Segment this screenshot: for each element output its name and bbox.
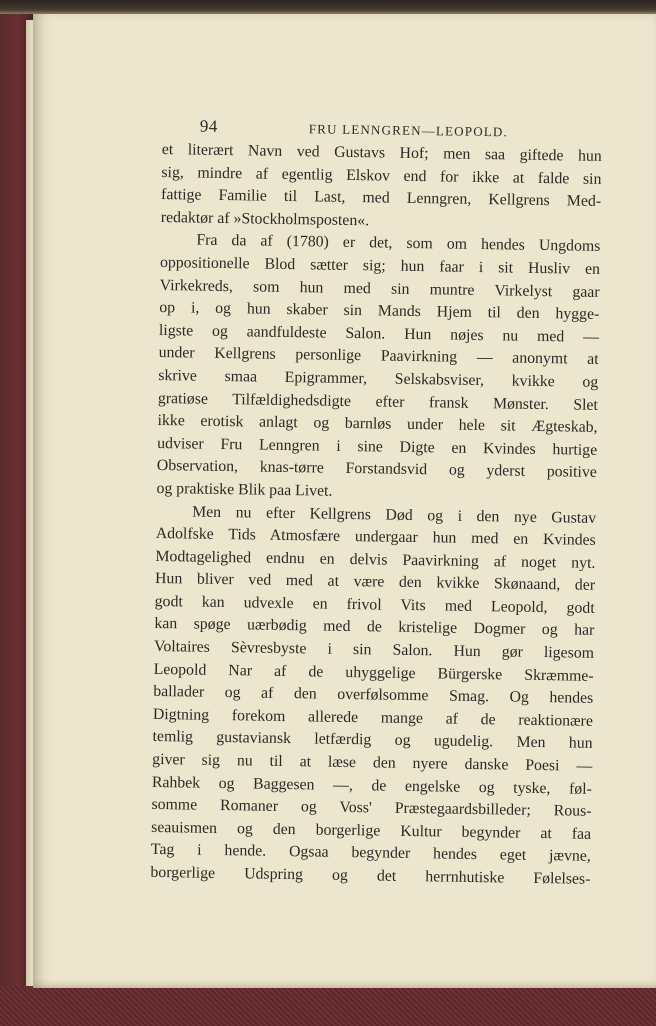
- text-line: Hun bliver ved med at være den kvikke Skønaand, der: [154, 570, 596, 595]
- body-text: [150, 139, 602, 891]
- book-cover-cloth: [0, 986, 656, 1026]
- text-line: fattige Familie til Last, med Lenngren, Kellgrens Med-: [160, 186, 602, 211]
- text-line: under Kellgrens personlige Paavirkning — anonymt at: [158, 344, 599, 369]
- text-line: temlig gustaviansk letfærdig og ugudelig. Men hun: [152, 728, 593, 753]
- running-head: FRU LENNGREN—LEOPOLD.: [308, 121, 509, 140]
- text-line: Leopold Nar af de uhyggelige Bürgerske Skræmme-: [153, 660, 594, 685]
- text-line: ikke erotisk anlagt og barnløs under hele sit Ægteskab,: [157, 412, 598, 437]
- text-line: godt kan udvexle en frivol Vits med Leopold, godt: [154, 592, 595, 617]
- paragraph-start-line: Men nu efter Kellgrens Død og i den nye Gustav: [192, 503, 597, 527]
- text-line: giver sig nu til at læse den nyere danske Poesi —: [152, 750, 593, 775]
- text-line: borgerlige Udspring og det herrnhutiske Følelses-: [150, 863, 591, 888]
- text-line: udviser Fru Lenngren i sine Digte en Kvindes hurtige: [157, 434, 598, 459]
- text-line: Observation, knas-tørre Forstandsvid og yderst positive: [156, 457, 597, 482]
- text-line: et literært Navn ved Gustavs Hof; men saa giftede hun: [161, 140, 602, 165]
- book-top-edge: [0, 0, 656, 14]
- text-line: somme Romaner og Voss' Præstegaardsbilleder; Rous-: [151, 796, 592, 821]
- text-line: Digtning forekom allerede mange af de reaktionære: [152, 705, 594, 730]
- text-line: ligste og aandfuldeste Salon. Hun nøjes nu med —: [158, 321, 600, 346]
- text-line: kan spøge uærbødig med de kristelige Dogmer og har: [154, 615, 595, 640]
- text-line: Virkekreds, som hun med sin muntre Virkelyst gaar: [159, 276, 600, 301]
- text-line: Modtagelighed endnu en delvis Paavirkning af noget nyt.: [155, 547, 596, 572]
- text-line: og praktiske Blik paa Livet.: [156, 479, 333, 500]
- page-number: 94: [199, 116, 218, 136]
- text-line: Tag i hende. Ogsaa begynder hendes eget jævne,: [150, 841, 591, 866]
- text-line: redaktør af »Stockholmsposten«.: [160, 208, 370, 230]
- text-line: op i, og hun skaber sin Mands Hjem til den hygge-: [159, 299, 600, 324]
- text-line: Rahbek og Baggesen —, de engelske og tyske, føl-: [151, 773, 592, 798]
- paragraph-start-line: Fra da af (1780) er det, som om hendes Ungdoms: [196, 231, 601, 256]
- page-header: [168, 100, 598, 140]
- text-line: Voltaires Sèvresbyste i sin Salon. Hun gør ligesom: [153, 638, 595, 662]
- text-line: ballader og af den overfølsomme Smag. Og hendes: [153, 683, 594, 708]
- text-line: sig, mindre af egentlig Elskov end for ikke at falde sin: [161, 163, 602, 188]
- text-line: skrive smaa Epigrammer, Selskabsviser, kvikke og: [158, 366, 599, 391]
- text-line: Adolfske Tids Atmosfære undergaar hun med en Kvindes: [155, 525, 596, 549]
- text-line: oppositionelle Blod sætter sig; hun faar i sit Husliv en: [159, 253, 601, 278]
- text-line: seauismen og den borgerlige Kultur begynder at faa: [151, 818, 592, 843]
- text-line: gratiøse Tilfældighedsdigte efter fransk Mønster. Slet: [157, 389, 599, 414]
